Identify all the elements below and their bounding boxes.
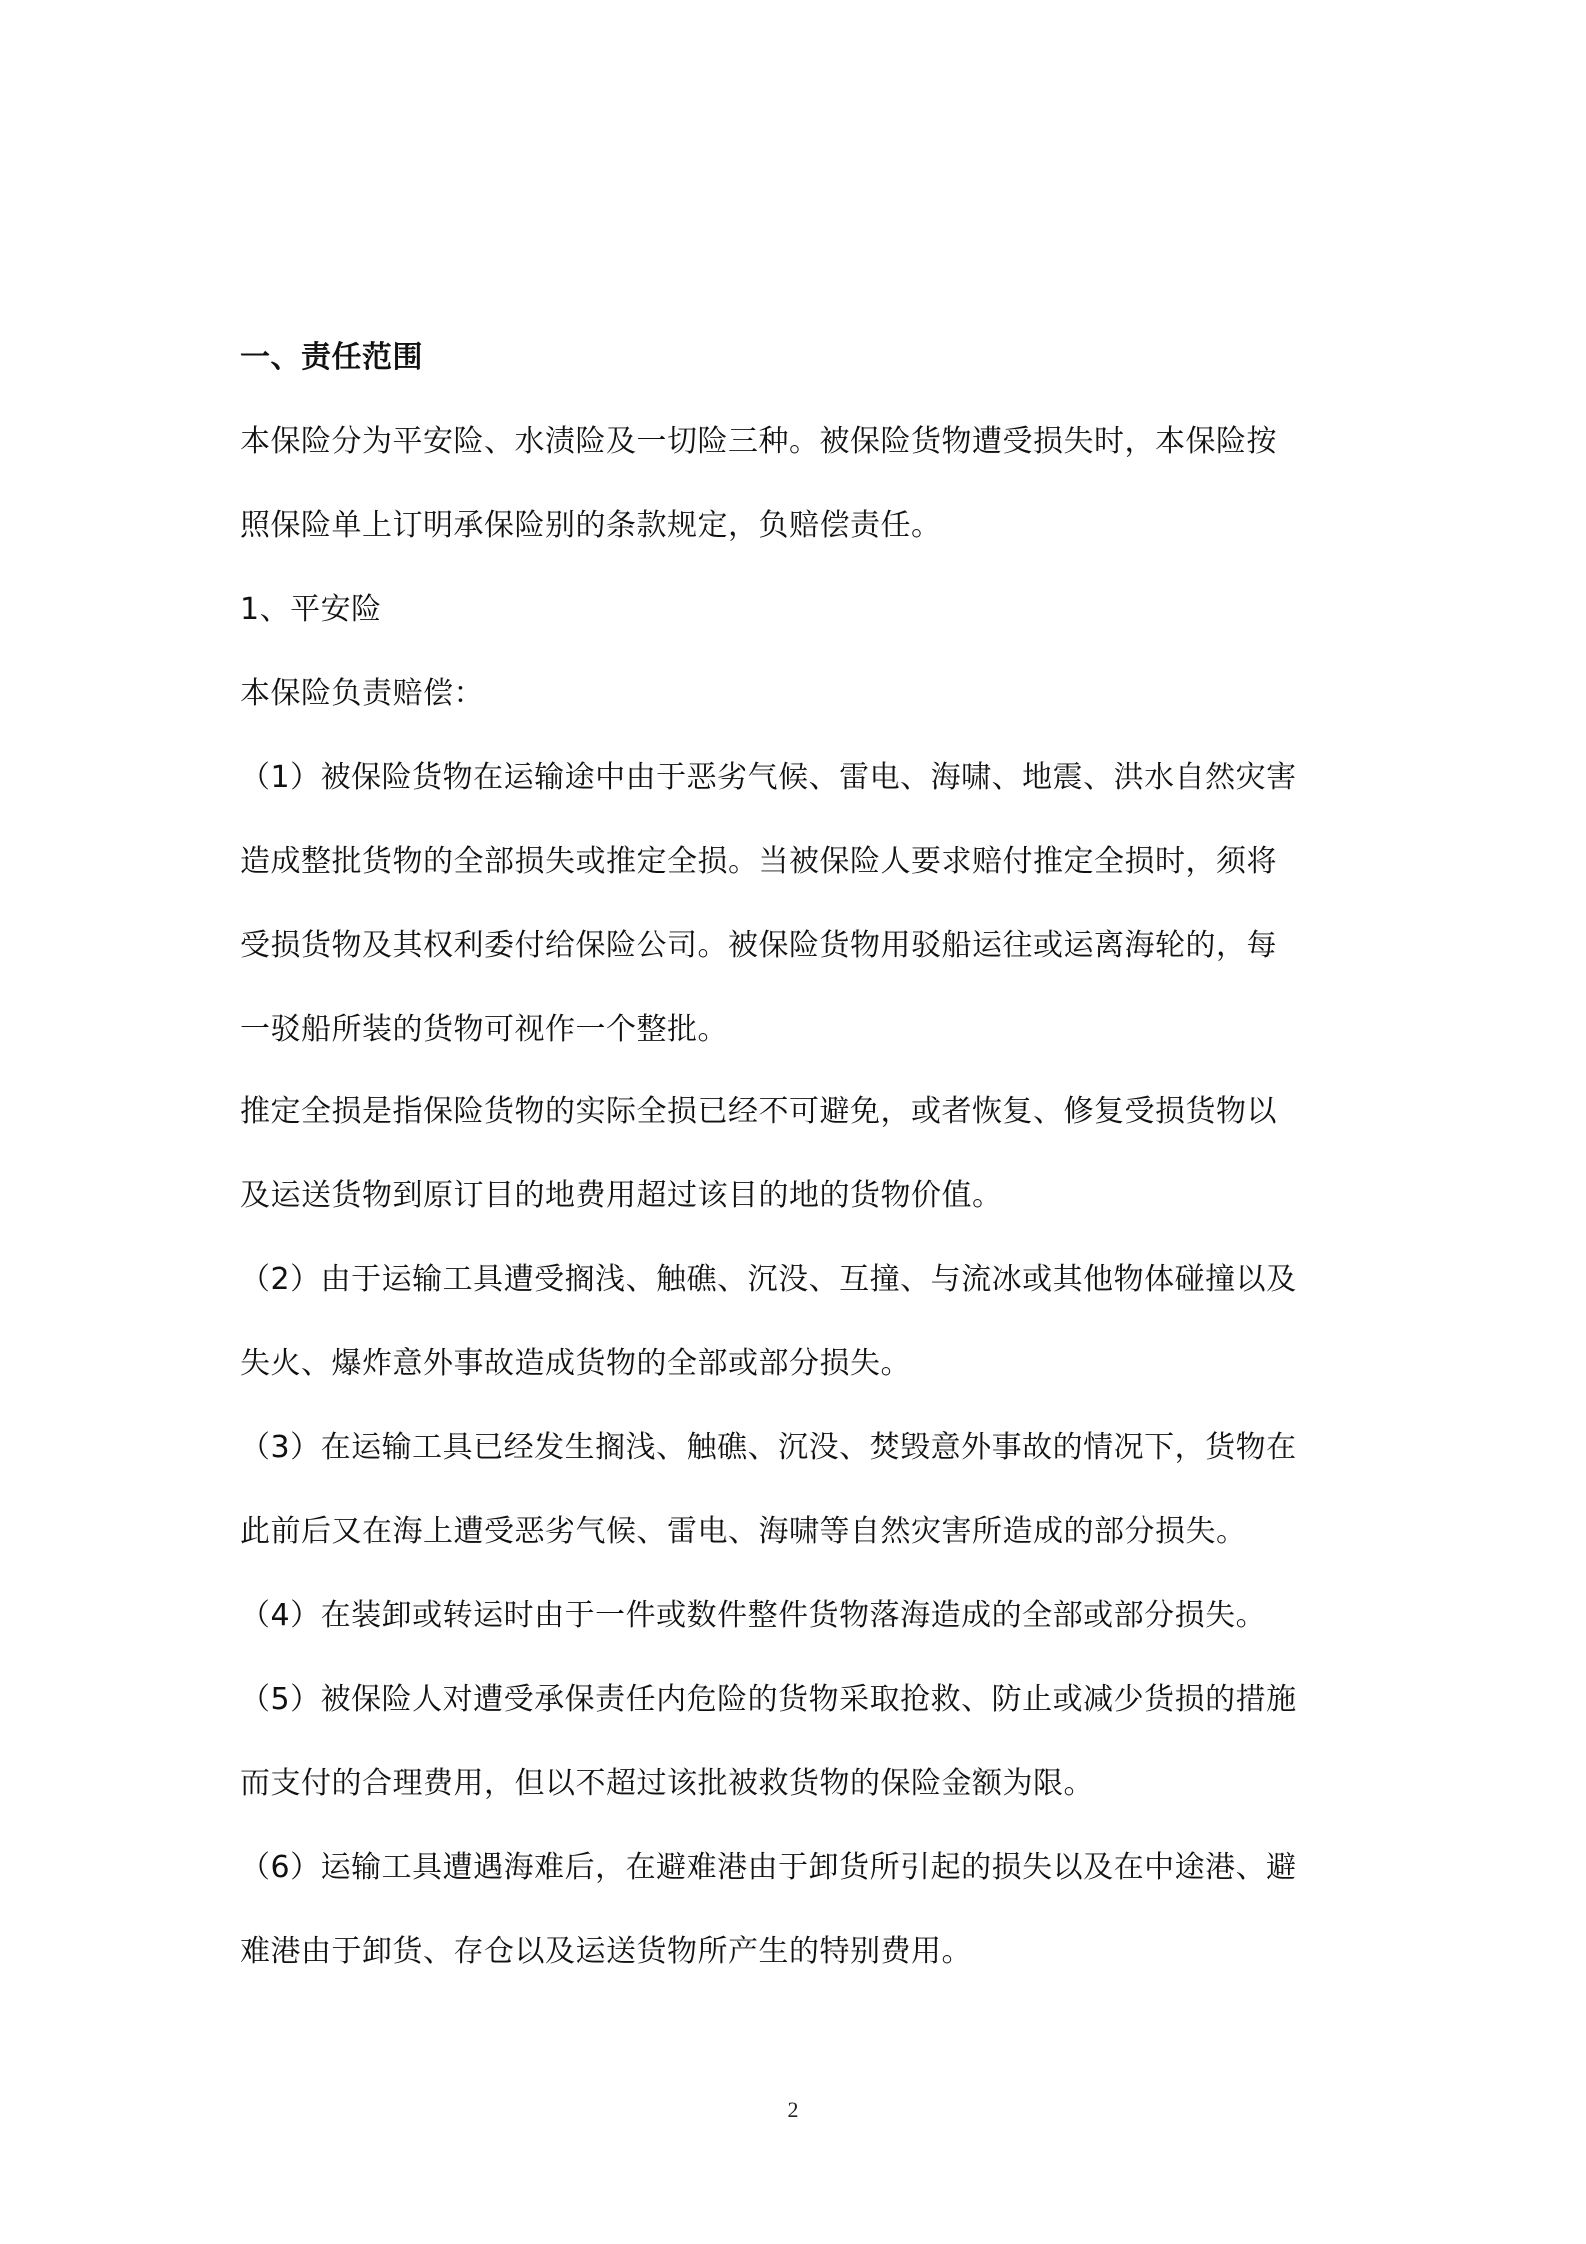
clause-3-line-2: 此前后又在海上遭受恶劣气候、雷电、海啸等自然灾害所造成的部分损失。: [240, 1514, 1247, 1549]
clause-1-line-2: 造成整批货物的全部损失或推定全损。当被保险人要求赔付推定全损时，须将: [240, 844, 1277, 879]
subheading: 1、平安险: [240, 592, 382, 627]
clause-4-line-1: （4）在装卸或转运时由于一件或数件整件货物落海造成的全部或部分损失。: [240, 1598, 1267, 1633]
definition-line-2: 及运送货物到原订目的地费用超过该目的地的货物价值。: [240, 1178, 1003, 1213]
definition-line-1: 推定全损是指保险货物的实际全损已经不可避免，或者恢复、修复受损货物以: [240, 1094, 1277, 1129]
clause-3-line-1: （3）在运输工具已经发生搁浅、触礁、沉没、焚毁意外事故的情况下，货物在: [240, 1430, 1297, 1465]
clause-5-line-2: 而支付的合理费用，但以不超过该批被救货物的保险金额为限。: [240, 1766, 1094, 1801]
liability-intro: 本保险负责赔偿：: [240, 676, 484, 711]
clause-1-line-3: 受损货物及其权利委付给保险公司。被保险货物用驳船运往或运离海轮的，每: [240, 928, 1277, 963]
intro-line-2: 照保险单上订明承保险别的条款规定，负赔偿责任。: [240, 508, 942, 543]
clause-1-line-1: （1）被保险货物在运输途中由于恶劣气候、雷电、海啸、地震、洪水自然灾害: [240, 760, 1297, 795]
clause-6-line-1: （6）运输工具遭遇海难后，在避难港由于卸货所引起的损失以及在中途港、避: [240, 1850, 1297, 1885]
page-number: 2: [787, 2097, 799, 2122]
clause-5-line-1: （5）被保险人对遭受承保责任内危险的货物采取抢救、防止或减少货损的措施: [240, 1682, 1297, 1717]
clause-6-line-2: 难港由于卸货、存仓以及运送货物所产生的特别费用。: [240, 1934, 972, 1969]
intro-line-1: 本保险分为平安险、水渍险及一切险三种。被保险货物遭受损失时，本保险按: [240, 424, 1277, 459]
section-heading: 一、责任范围: [240, 340, 423, 375]
clause-1-line-4: 一驳船所装的货物可视作一个整批。: [240, 1012, 728, 1047]
clause-2-line-1: （2）由于运输工具遭受搁浅、触礁、沉没、互撞、与流冰或其他物体碰撞以及: [240, 1262, 1297, 1297]
clause-2-line-2: 失火、爆炸意外事故造成货物的全部或部分损失。: [240, 1346, 911, 1381]
